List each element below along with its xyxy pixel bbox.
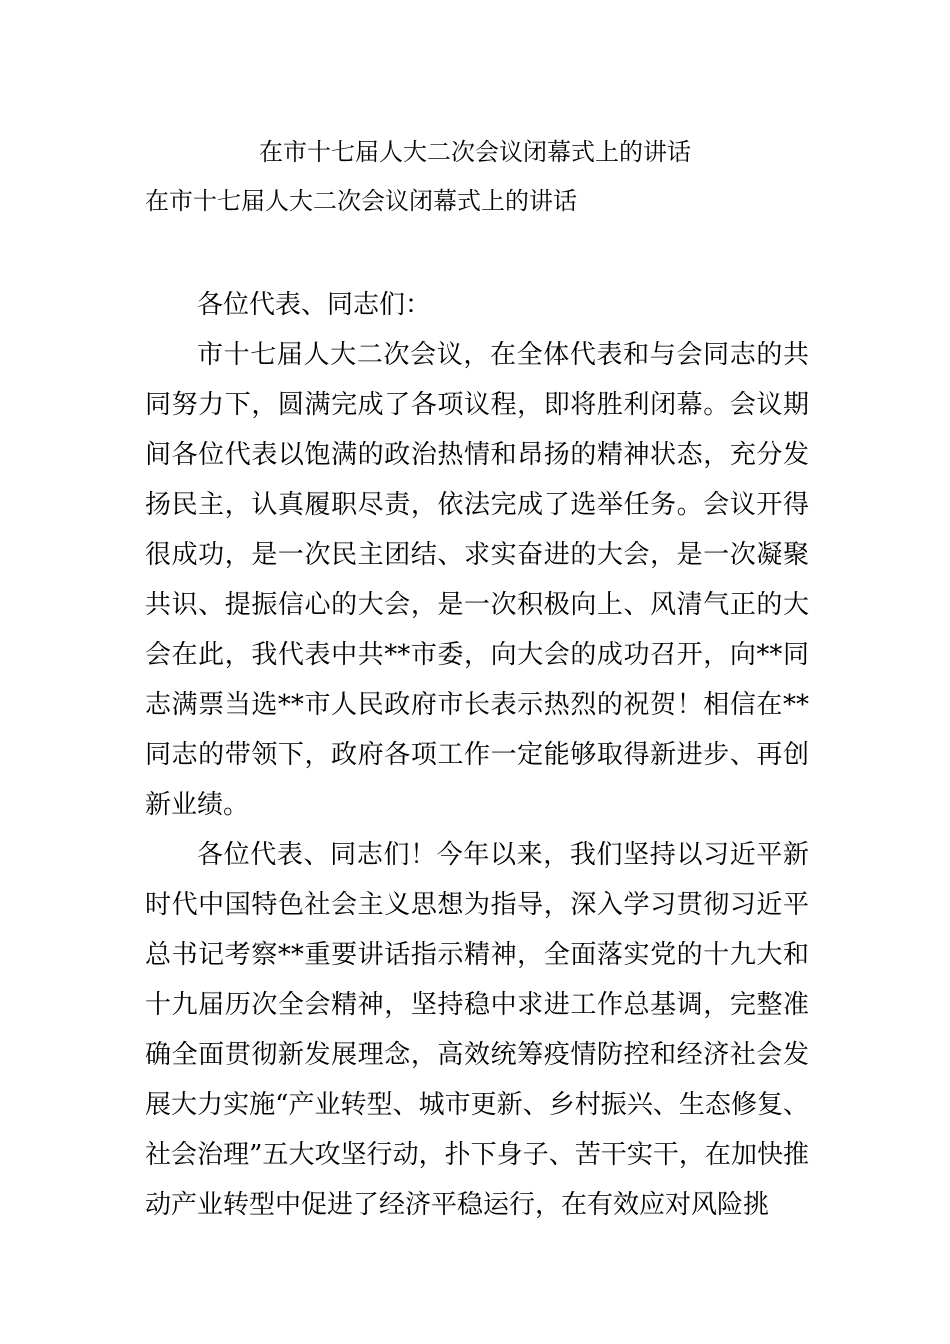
paragraph-2: 各位代表、同志们！今年以来，我们坚持以习近平新时代中国特色社会主义思想为指导，深入学习贯彻习近平总书记考察**重要讲话指示精神，全面落实党的十九大和十九届历次全会精神，坚持稳中求进工作总基调，完整准确全面贯彻新发展理念，高效统筹疫情防控和经济社会发展大力实施“产业转型、城市更新、乡村振兴、生态修复、社会治理”五大攻坚行动，扑下身子、苦干实干，在加快推动产业转型中促进了经济平稳运行，在有效应对风险挑 — [145, 840, 809, 1220]
paragraph-1: 市十七届人大二次会议，在全体代表和与会同志的共同努力下，圆满完成了各项议程，即将胜利闭幕。会议期间各位代表以饱满的政治热情和昂扬的精神状态，充分发扬民主，认真履职尽责，依法完成了选举任务。会议开得很成功，是一次民主团结、求实奋进的大会，是一次凝聚共识、提振信心的大会，是一次积极向上、风清气正的大会在此，我代表中共**市委，向大会的成功召开，向**同志满票当选**市人民政府市长表示热烈的祝贺！相信在**同志的带领下，政府各项工作一定能够取得新进步、再创新业绩。 — [145, 340, 809, 820]
document-subtitle: 在市十七届人大二次会议闭幕式上的讲话 — [145, 187, 577, 215]
document-title: 在市十七届人大二次会议闭幕式上的讲话 — [259, 138, 691, 166]
salutation: 各位代表、同志们： — [197, 290, 432, 320]
document-body — [145, 280, 809, 1230]
